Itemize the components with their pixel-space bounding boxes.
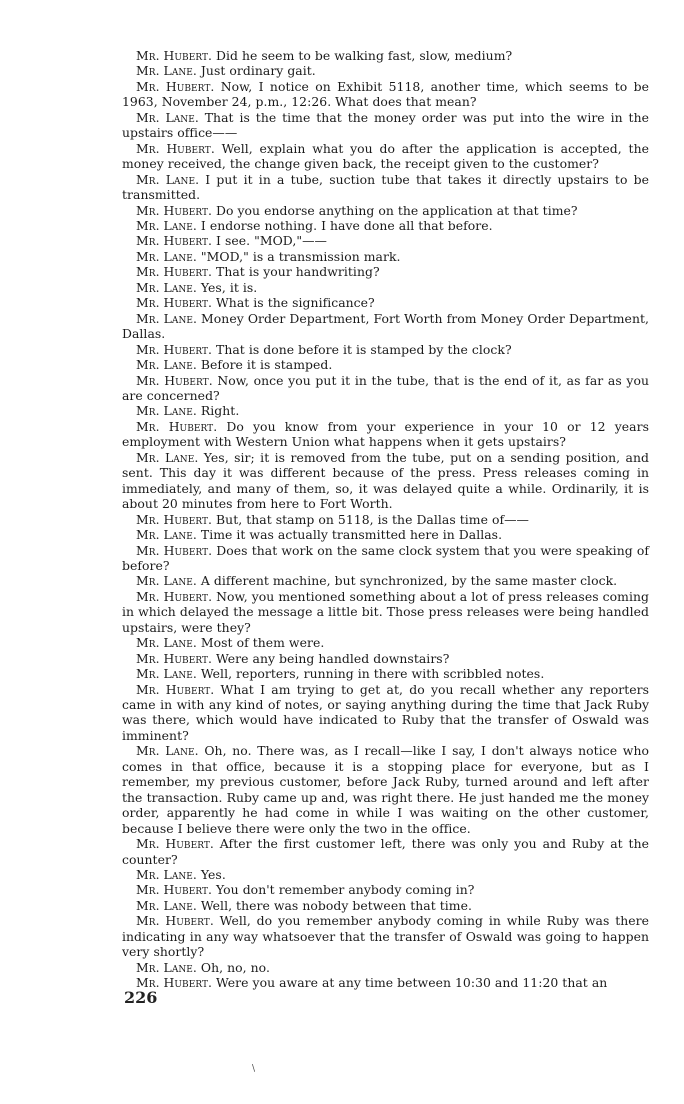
speech-text: I put it in a tube, suction tube that takes it directly upstairs to be transmitted. — [122, 171, 650, 203]
speaker-name: Mr. Hubert. — [136, 511, 213, 527]
speech-text: Well, do you remember anybody coming in while Ruby was there indicating in any way whatsoever that the transfer of Oswald was going to happen very shortly? — [122, 913, 649, 960]
transcript-paragraph — [122, 682, 649, 744]
transcript-paragraph — [122, 419, 649, 450]
speaker-name: Mr. Hubert. — [136, 202, 213, 218]
speech-text: Oh, no, no. — [196, 959, 270, 975]
speaker-name: Mr. Lane. — [136, 527, 197, 543]
speech-text: After the first customer left, there was only you and Ruby at the counter? — [122, 836, 649, 867]
speech-text: A different machine, but synchronized, by the same master clock. — [196, 573, 618, 589]
transcript-paragraph — [122, 450, 649, 512]
transcript-paragraph — [122, 295, 649, 310]
speech-text: But, that stamp on 5118, is the Dallas time of—— — [212, 511, 529, 527]
transcript-paragraph — [122, 743, 649, 836]
transcript-paragraph — [122, 63, 649, 78]
speaker-name: Mr. Hubert. — [136, 264, 213, 280]
speech-text: "MOD," is a transmission mark. — [196, 248, 401, 264]
speech-text: Well, reporters, running in there with scribbled notes. — [196, 666, 545, 682]
transcript-paragraph — [122, 357, 649, 372]
speech-text: Most of them were. — [196, 635, 325, 651]
speech-text: Before it is stamped. — [196, 357, 333, 373]
transcript-paragraph — [122, 203, 649, 218]
speaker-name: Mr. Lane. — [136, 109, 199, 125]
speech-text: I endorse nothing. I have done all that before. — [196, 217, 493, 233]
speaker-name: Mr. Lane. — [136, 171, 200, 187]
transcript-paragraph — [122, 280, 649, 295]
transcript-paragraph — [122, 882, 649, 897]
speaker-name: Mr. Hubert. — [136, 650, 213, 666]
speaker-name: Mr. Hubert. — [136, 48, 213, 63]
speech-text: Well, there was nobody between that time. — [196, 897, 472, 913]
speaker-name: Mr. Hubert. — [136, 913, 214, 929]
speech-text: Time it was actually transmitted here in Dallas. — [196, 527, 503, 543]
speech-text: Does that work on the same clock system that you were speaking of before? — [122, 542, 649, 573]
speaker-name: Mr. Hubert. — [136, 542, 213, 558]
speech-text: What is the significance? — [212, 295, 375, 311]
speech-text: Do you endorse anything on the application at that time? — [212, 202, 578, 218]
speaker-name: Mr. Lane. — [136, 279, 197, 295]
transcript-paragraph — [122, 898, 649, 913]
speech-text: Now, I notice on Exhibit 5118, another time, which seems to be 1963, November 24, p.m., 12:26. What does that mean? — [122, 78, 649, 110]
transcript-paragraph — [122, 249, 649, 264]
transcript-paragraph — [122, 960, 649, 975]
transcript-paragraph — [122, 79, 649, 110]
speaker-name: Mr. Lane. — [136, 248, 197, 264]
transcript-paragraph — [122, 233, 649, 248]
transcript-paragraph — [122, 48, 649, 63]
speech-text: Now, once you put it in the tube, that is the end of it, as far as you are concerned? — [122, 372, 649, 403]
transcript-paragraph — [122, 373, 649, 404]
speech-text: I see. "MOD,"—— — [212, 233, 327, 249]
speaker-name: Mr. Lane. — [136, 217, 197, 233]
speech-text: Right. — [196, 403, 240, 419]
speaker-name: Mr. Lane. — [136, 573, 197, 589]
transcript-paragraph — [122, 543, 649, 574]
speaker-name: Mr. Lane. — [136, 666, 197, 682]
speech-text: Money Order Department, Fort Worth from Money Order Department, Dallas. — [122, 310, 649, 342]
speech-text: Were any being handled downstairs? — [212, 650, 450, 666]
transcript-paragraph — [122, 666, 649, 681]
speech-text: Yes, it is. — [196, 279, 258, 295]
speaker-name: Mr. Lane. — [136, 897, 197, 913]
speech-text: Yes, sir; it is removed from the tube, put on a sending position, and sent. This day it was different because of the press. Press releases coming in immediately, and many of them, so, it was delayed quite a while. Ordinarily, it is about 20 minutes from here to Fort Worth. — [122, 449, 649, 512]
transcript-paragraph — [122, 975, 649, 990]
speech-text: Were you aware at any time between 10:30 and 11:20 that an — [212, 975, 608, 991]
speaker-name: Mr. Lane. — [136, 63, 197, 79]
speaker-name: Mr. Hubert. — [136, 78, 215, 94]
speech-text: Oh, no. There was, as I recall—like I say, I don't always notice who comes in that office, because it is a stopping place for everyone, but as I remember, my previous customer, before Jack Ruby, turned around and left after the transaction. Ruby came up and, was right there. He just handed me the money order, apparently he had come in while I was waiting on the other customer, because I believe there were only the two in the office. — [122, 743, 649, 836]
transcript-paragraph — [122, 172, 649, 203]
speaker-name: Mr. Hubert. — [136, 836, 214, 852]
speech-text: That is done before it is stamped by the clock? — [212, 341, 512, 357]
transcript-paragraph — [122, 527, 649, 542]
speech-text: Just ordinary gait. — [196, 63, 316, 79]
transcript-paragraph — [122, 635, 649, 650]
stray-mark: \ — [252, 1064, 256, 1074]
speaker-name: Mr. Lane. — [136, 743, 199, 759]
transcript-paragraph — [122, 342, 649, 357]
speaker-name: Mr. Lane. — [136, 867, 197, 883]
speaker-name: Mr. Lane. — [136, 959, 197, 975]
transcript-paragraph — [122, 403, 649, 418]
speaker-name: Mr. Hubert. — [136, 882, 213, 898]
speaker-name: Mr. Lane. — [136, 403, 197, 419]
speaker-name: Mr. Hubert. — [136, 681, 215, 697]
transcript-paragraph — [122, 110, 649, 141]
speaker-name: Mr. Hubert. — [136, 372, 213, 388]
speech-text: Do you know from your experience in your 10 or 12 years employment with Western Union what happens when it gets upstairs? — [122, 418, 650, 450]
speaker-name: Mr. Hubert. — [136, 140, 215, 156]
speaker-name: Mr. Lane. — [136, 635, 197, 651]
speech-text: Well, explain what you do after the application is accepted, the money received, the change given back, the receipt given to the customer? — [122, 140, 649, 172]
page-number: 226 — [124, 988, 158, 1007]
testimony-transcript — [122, 48, 649, 991]
transcript-paragraph — [122, 573, 649, 588]
speech-text: That is the time that the money order was put into the wire in the upstairs office—— — [122, 109, 649, 141]
speech-text: Yes. — [196, 867, 226, 883]
transcript-paragraph — [122, 651, 649, 666]
transcript-paragraph — [122, 264, 649, 279]
transcript-paragraph — [122, 867, 649, 882]
speech-text: That is your handwriting? — [212, 264, 380, 280]
transcript-paragraph — [122, 218, 649, 233]
transcript-paragraph — [122, 836, 649, 867]
speaker-name: Mr. Lane. — [136, 449, 199, 465]
transcript-paragraph — [122, 913, 649, 959]
transcript-paragraph — [122, 311, 649, 342]
speaker-name: Mr. Lane. — [136, 357, 197, 373]
speech-text: Now, you mentioned something about a lot of press releases coming in which delayed the message a little bit. Those press releases were being handled upstairs, were they? — [122, 588, 649, 635]
speaker-name: Mr. Hubert. — [136, 233, 213, 249]
transcript-page — [122, 48, 649, 991]
speech-text: You don't remember anybody coming in? — [212, 882, 475, 898]
speaker-name: Mr. Hubert. — [136, 975, 213, 991]
speaker-name: Mr. Hubert. — [136, 588, 213, 604]
transcript-paragraph — [122, 141, 649, 172]
speaker-name: Mr. Lane. — [136, 310, 197, 326]
transcript-paragraph — [122, 589, 649, 635]
transcript-paragraph — [122, 512, 649, 527]
speaker-name: Mr. Hubert. — [136, 295, 213, 311]
speech-text: Did he seem to be walking fast, slow, medium? — [212, 48, 513, 63]
speaker-name: Mr. Hubert. — [136, 341, 213, 357]
speech-text: What I am trying to get at, do you recall whether any reporters came in with any kind of notes, or saying anything during the time that Jack Ruby was there, which would have indicated to Ruby that the transfer of Oswald was imminent? — [122, 681, 649, 743]
speaker-name: Mr. Hubert. — [136, 418, 218, 434]
